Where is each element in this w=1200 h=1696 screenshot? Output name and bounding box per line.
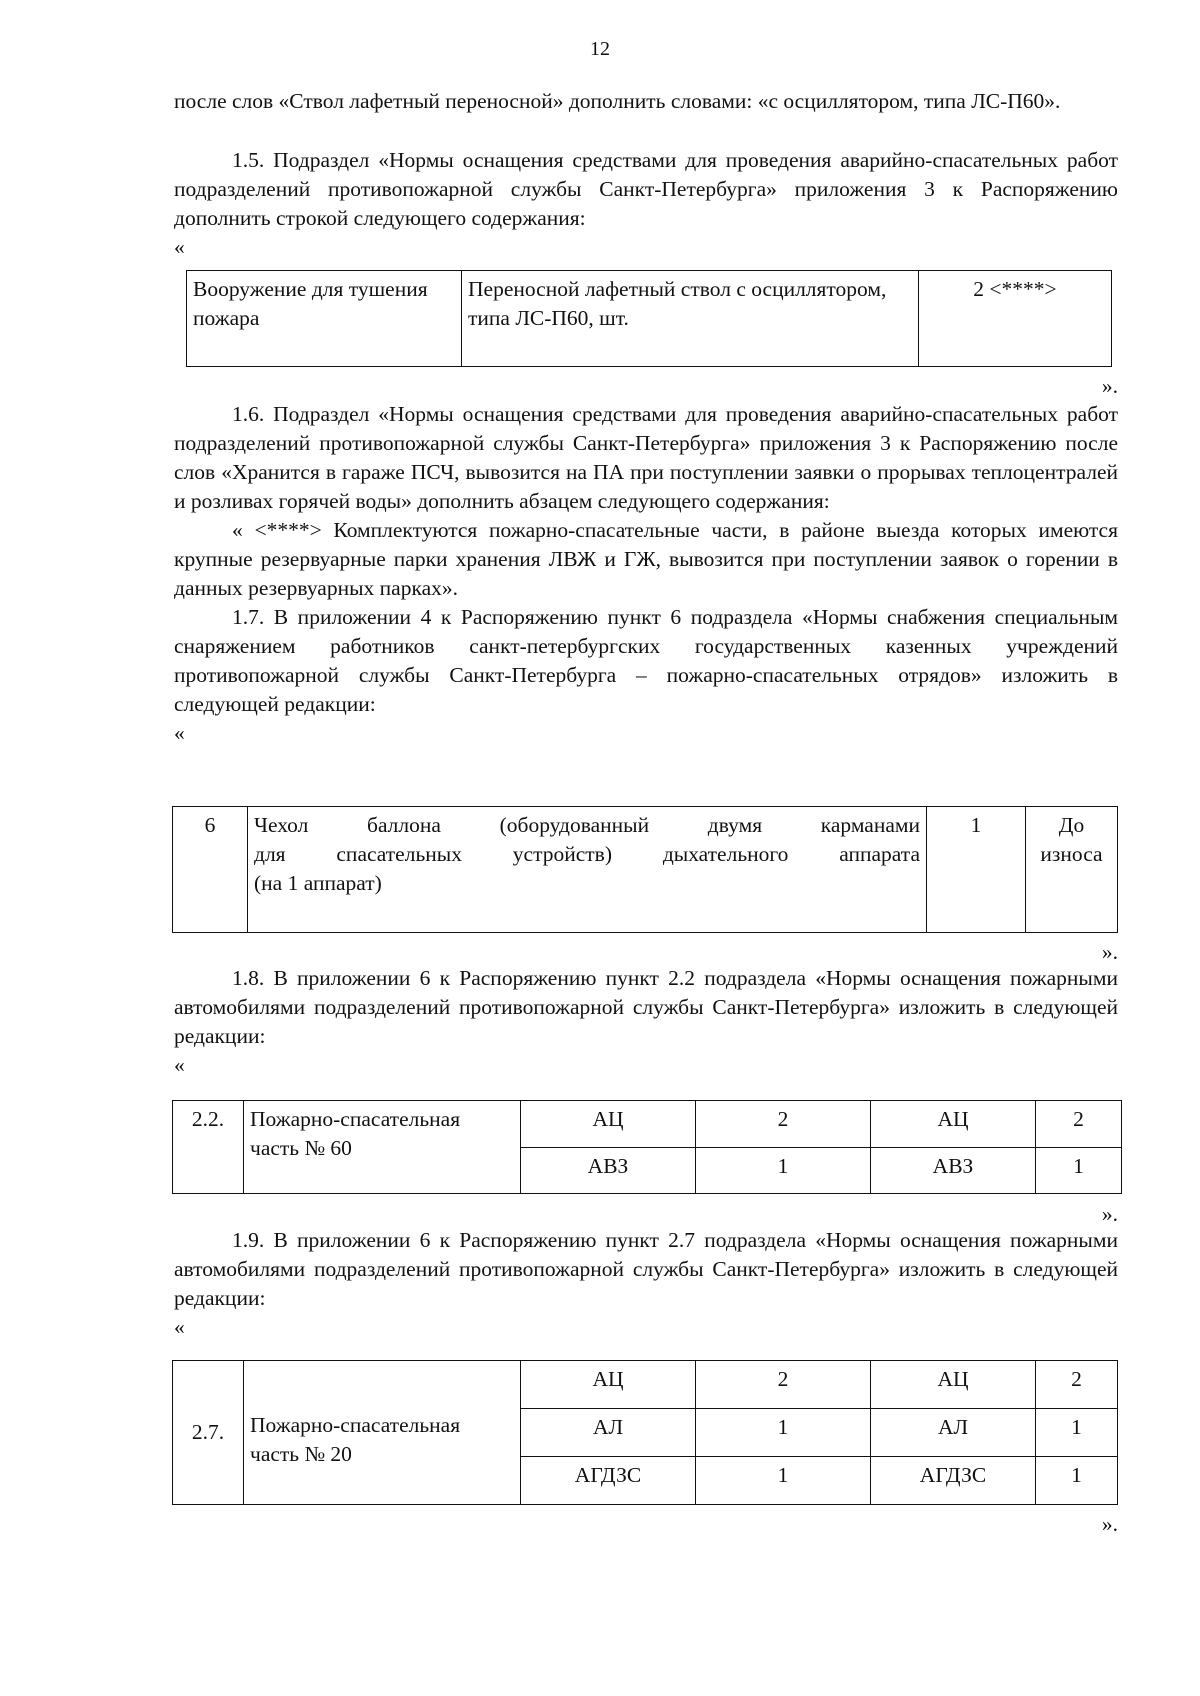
table-cell-term: До износа — [1026, 807, 1118, 933]
paragraph-1-5: 1.5. Подраздел «Нормы оснащения средствами для проведения аварийно-спасательных работ подразделений противопожарной службы Санкт-Петербурга» приложения 3 к Распоряжению дополнить строкой следующего содержания: — [174, 148, 1118, 230]
table-cell-unit: Пожарно-спасательная часть № 60 — [244, 1101, 521, 1194]
paragraph-1-7: 1.7. В приложении 4 к Распоряжению пункт 6 подраздела «Нормы снабжения специальным снаряжением работников санкт-петербургских государственных казенных учреждений противопожарной службы Санкт-Петербурга – пожарно-спасательных отрядов» изложить в следующей редакции: — [174, 605, 1118, 716]
table-cell-quantity: 2 <****> — [919, 271, 1112, 367]
table-cell-vehicle: АЦ — [521, 1361, 696, 1409]
paragraph-1-6: 1.6. Подраздел «Нормы оснащения средствами для проведения аварийно-спасательных работ подразделений противопожарной службы Санкт-Петербурга» приложения 3 к Распоряжению после слов «Хранится в гараже ПСЧ, вывозится на ПА при поступлении заявки о прорывах теплоцентралей и розливах горячей воды» дополнить абзацем следующего содержания: — [174, 402, 1118, 513]
close-quote: ». — [1101, 374, 1118, 398]
table-cell-count: 1 — [696, 1147, 871, 1194]
table-cell-number: 2.2. — [173, 1101, 244, 1194]
table-cell-vehicle: АЦ — [871, 1101, 1036, 1148]
table-cell-count: 2 — [696, 1361, 871, 1409]
table-cell-count: 1 — [696, 1409, 871, 1457]
table-cell-count: 2 — [1036, 1101, 1122, 1148]
table-cell-vehicle: АЦ — [521, 1101, 696, 1148]
table-cell-vehicle: АЦ — [871, 1361, 1036, 1409]
paragraph-1-6-quote: « <****> Комплектуются пожарно-спасательные части, в районе выезда которых имеются крупные резервуарные парки хранения ЛВЖ и ГЖ, вывозится при поступлении заявок о горении в данных резервуарных парках». — [174, 518, 1118, 600]
page-number: 12 — [590, 38, 610, 60]
open-quote: « — [174, 1053, 185, 1077]
description-line: (на 1 аппарат) — [254, 871, 382, 895]
table-vehicles-20 — [172, 1360, 1118, 1505]
table-cell-quantity: 1 — [927, 807, 1026, 933]
table-vehicles-60 — [172, 1100, 1122, 1194]
open-quote: « — [174, 721, 185, 745]
table-cell-number: 2.7. — [173, 1361, 244, 1505]
paragraph-intro: после слов «Ствол лафетный переносной» дополнить словами: «с осциллятором, типа ЛС-П60». — [174, 89, 1061, 113]
table-cell-number: 6 — [173, 807, 248, 933]
table-cell-vehicle: АГДЗС — [871, 1457, 1036, 1505]
table-cell-vehicle: АВЗ — [871, 1147, 1036, 1194]
close-quote: ». — [1101, 1202, 1118, 1226]
table-equipment-item — [172, 806, 1118, 933]
table-cell-count: 1 — [696, 1457, 871, 1505]
table-cell-count: 2 — [1036, 1361, 1118, 1409]
open-quote: « — [174, 1315, 185, 1339]
table-cell-description — [248, 807, 927, 933]
close-quote: ». — [1101, 1512, 1118, 1536]
table-cell-count: 1 — [1036, 1457, 1118, 1505]
table-cell-vehicle: АГДЗС — [521, 1457, 696, 1505]
table-cell-count: 2 — [696, 1101, 871, 1148]
table-cell-vehicle: АЛ — [871, 1409, 1036, 1457]
table-cell-vehicle: АЛ — [521, 1409, 696, 1457]
table-cell-item: Переносной лафетный ствол с осциллятором, типа ЛС-П60, шт. — [462, 271, 919, 367]
open-quote: « — [174, 235, 185, 259]
description-line: для спасательных устройств) дыхательного аппарата — [254, 842, 920, 866]
table-cell-unit: Пожарно-спасательная часть № 20 — [244, 1361, 521, 1505]
table-cell-count: 1 — [1036, 1409, 1118, 1457]
table-equipment — [186, 270, 1112, 367]
table-cell-category: Вооружение для тушения пожара — [187, 271, 462, 367]
paragraph-1-8: 1.8. В приложении 6 к Распоряжению пункт 2.2 подраздела «Нормы оснащения пожарными автомобилями подразделений противопожарной службы Санкт-Петербурга» изложить в следующей редакции: — [174, 966, 1118, 1048]
close-quote: ». — [1101, 940, 1118, 964]
table-cell-count: 1 — [1036, 1147, 1122, 1194]
table-cell-vehicle: АВЗ — [521, 1147, 696, 1194]
description-line: Чехол баллона (оборудованный двумя карманами — [254, 813, 920, 837]
paragraph-1-9: 1.9. В приложении 6 к Распоряжению пункт 2.7 подраздела «Нормы оснащения пожарными автомобилями подразделений противопожарной службы Санкт-Петербурга» изложить в следующей редакции: — [174, 1228, 1118, 1310]
